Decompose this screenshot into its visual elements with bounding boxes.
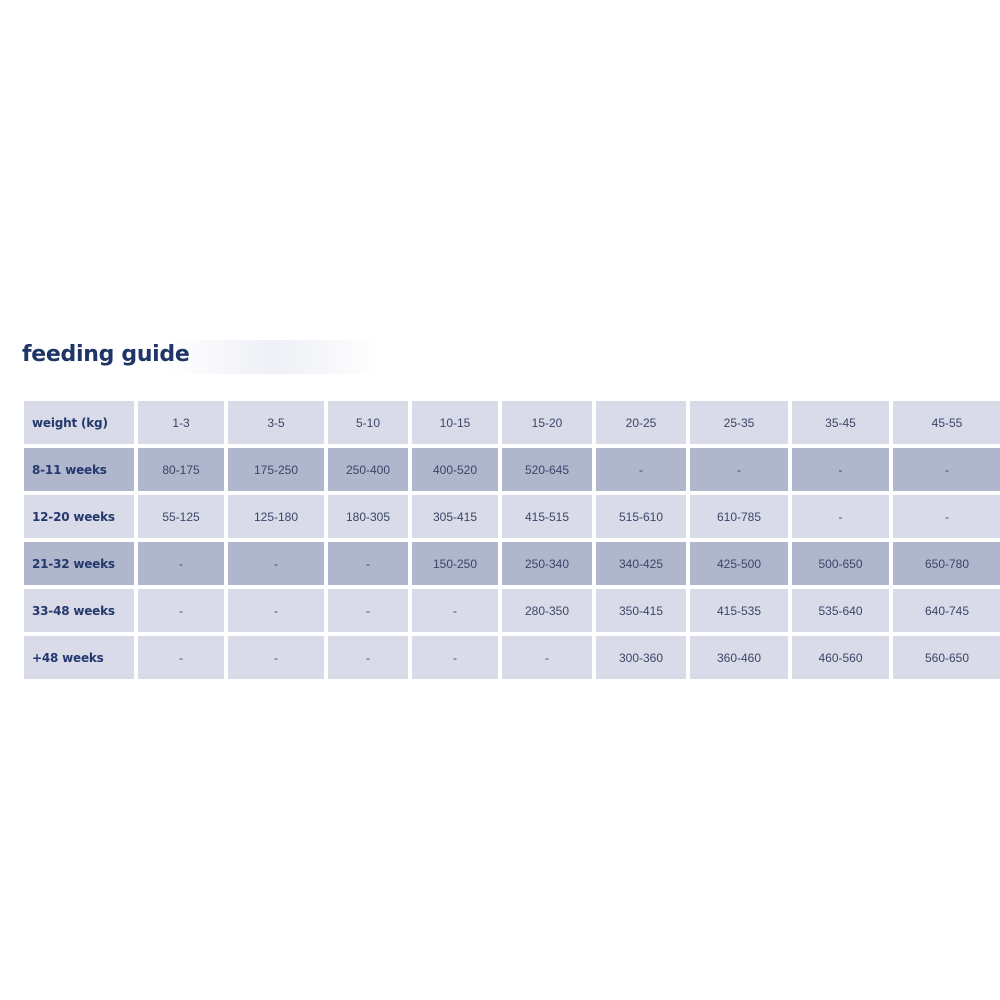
table-cell: 300-360 (596, 636, 686, 679)
table-cell: 650-780 (893, 542, 1000, 585)
table-cell: - (328, 542, 408, 585)
header-cell: 3-5 (228, 401, 324, 444)
table-row (24, 636, 1000, 679)
table-cell: 400-520 (412, 448, 498, 491)
row-label: +48 weeks (24, 636, 134, 679)
table-cell: - (328, 589, 408, 632)
header-cell: 1-3 (138, 401, 224, 444)
table-cell: - (228, 636, 324, 679)
table-cell: 415-535 (690, 589, 788, 632)
table-cell: 150-250 (412, 542, 498, 585)
header-cell: 35-45 (792, 401, 889, 444)
row-label: 8-11 weeks (24, 448, 134, 491)
row-label: 33-48 weeks (24, 589, 134, 632)
table-cell: - (690, 448, 788, 491)
table-row (24, 495, 1000, 538)
table-cell: 180-305 (328, 495, 408, 538)
table-row (24, 542, 1000, 585)
header-cell: 15-20 (502, 401, 592, 444)
table-cell: - (412, 589, 498, 632)
table-cell: - (502, 636, 592, 679)
table-cell: 425-500 (690, 542, 788, 585)
title-banner (22, 340, 382, 374)
table-cell: 560-650 (893, 636, 1000, 679)
table-cell: - (138, 636, 224, 679)
table-cell: - (138, 542, 224, 585)
table-cell: 55-125 (138, 495, 224, 538)
table-cell: - (328, 636, 408, 679)
table-cell: - (792, 495, 889, 538)
table-cell: 250-340 (502, 542, 592, 585)
table-cell: 80-175 (138, 448, 224, 491)
table-cell: 460-560 (792, 636, 889, 679)
header-cell: 20-25 (596, 401, 686, 444)
table-row (24, 448, 1000, 491)
table-cell: 350-415 (596, 589, 686, 632)
header-cell: 5-10 (328, 401, 408, 444)
table-cell: 305-415 (412, 495, 498, 538)
table-cell: - (596, 448, 686, 491)
table-cell: 500-650 (792, 542, 889, 585)
table-cell: 360-460 (690, 636, 788, 679)
table-cell: - (792, 448, 889, 491)
feeding-guide-table (20, 397, 1000, 683)
header-row (24, 401, 1000, 444)
table-cell: 340-425 (596, 542, 686, 585)
table-cell: 520-645 (502, 448, 592, 491)
header-cell: 10-15 (412, 401, 498, 444)
header-cell: 25-35 (690, 401, 788, 444)
table-cell: - (412, 636, 498, 679)
header-cell: 45-55 (893, 401, 1000, 444)
table-cell: 175-250 (228, 448, 324, 491)
header-label: weight (kg) (24, 401, 134, 444)
page-title: feeding guide (22, 342, 190, 367)
table-cell: 250-400 (328, 448, 408, 491)
table-cell: - (893, 448, 1000, 491)
table-cell: 610-785 (690, 495, 788, 538)
table-row (24, 589, 1000, 632)
table-cell: 640-745 (893, 589, 1000, 632)
table-cell: - (228, 542, 324, 585)
row-label: 12-20 weeks (24, 495, 134, 538)
table-cell: 415-515 (502, 495, 592, 538)
table-cell: - (138, 589, 224, 632)
table-cell: 535-640 (792, 589, 889, 632)
table-cell: - (228, 589, 324, 632)
table-cell: 280-350 (502, 589, 592, 632)
row-label: 21-32 weeks (24, 542, 134, 585)
table-cell: - (893, 495, 1000, 538)
table-cell: 125-180 (228, 495, 324, 538)
table-cell: 515-610 (596, 495, 686, 538)
